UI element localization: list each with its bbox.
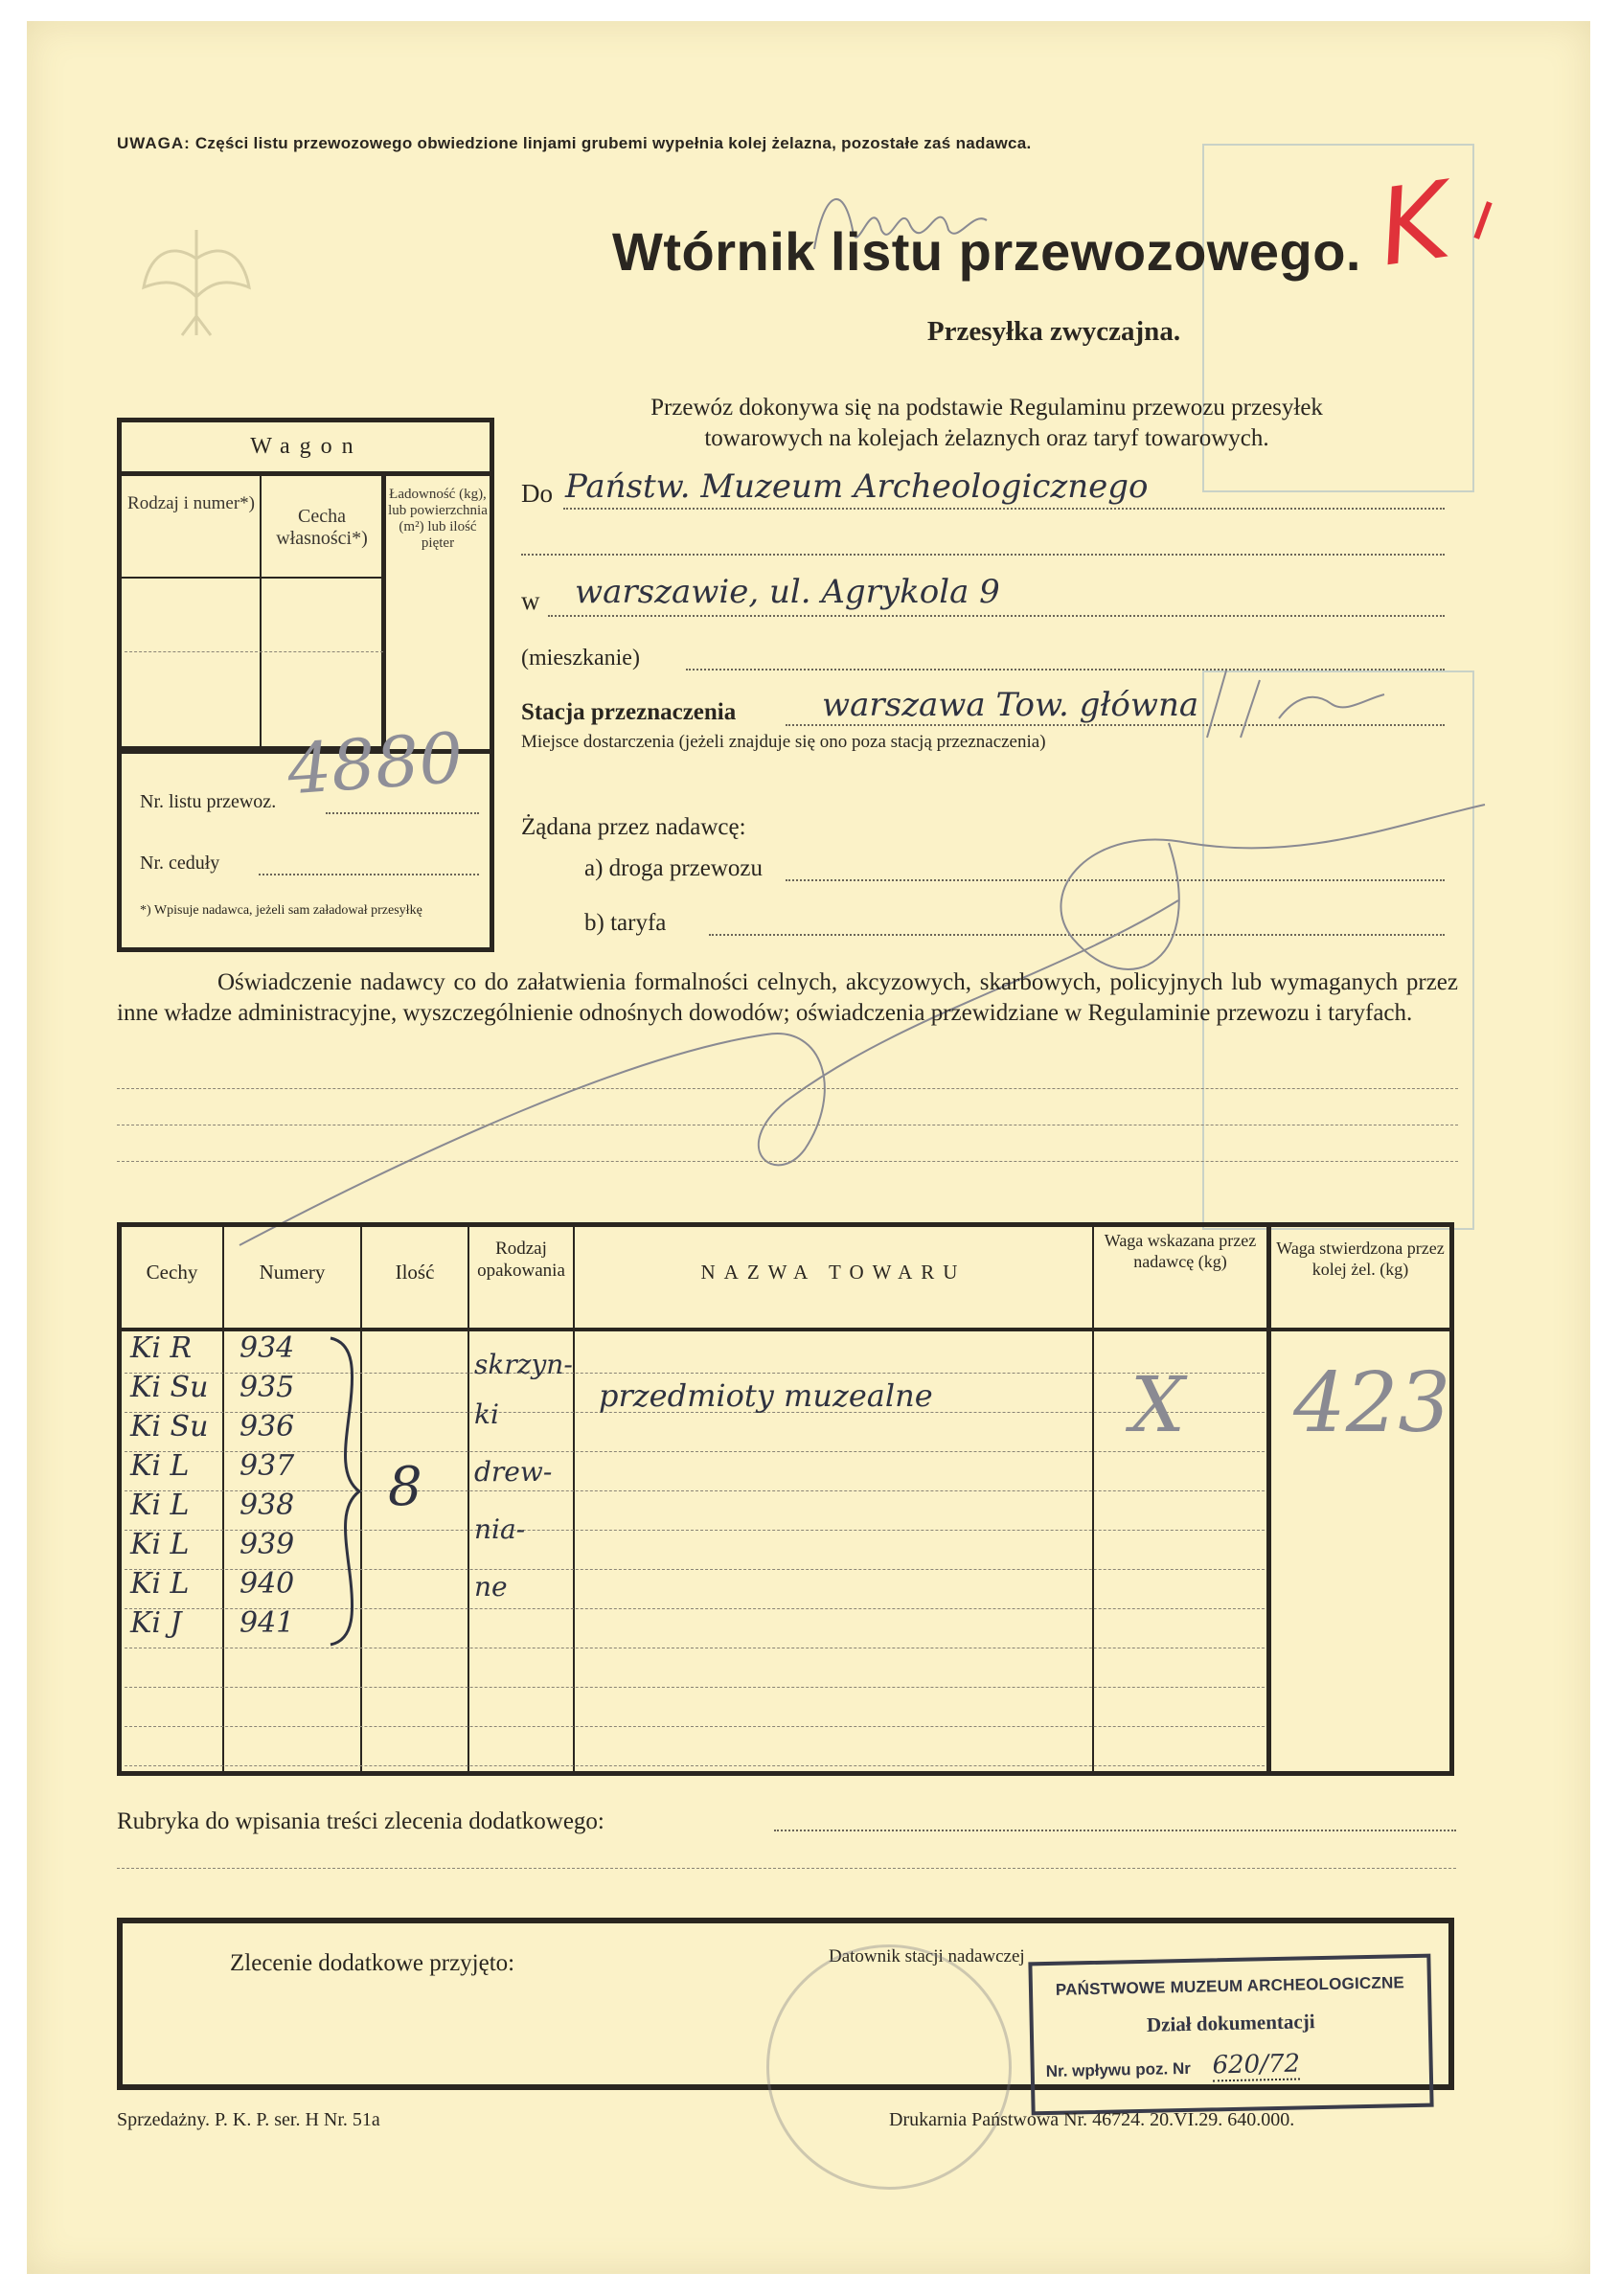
- droga-label: a) droga przewozu: [584, 855, 764, 881]
- goods-waga-stwierdzona-value: 423: [1293, 1355, 1451, 1451]
- wagon-heading: Wagon: [250, 434, 363, 459]
- wagon-header-rule: [122, 577, 386, 579]
- goods-row-cechy: Ki L: [130, 1449, 190, 1483]
- goods-row-numery: 936: [239, 1410, 295, 1444]
- notice-uwaga: UWAGA:: [117, 134, 191, 152]
- wagon-col-divider: [260, 476, 262, 749]
- goods-row-numery: 940: [239, 1567, 295, 1601]
- goods-table: [117, 1222, 1454, 1776]
- goods-row-numery: 938: [239, 1489, 295, 1522]
- zlecenie-label: Zlecenie dodatkowe przyjęto:: [230, 1950, 515, 1976]
- declaration-line-3: [117, 1161, 1458, 1162]
- zadana-label: Żądana przez nadawcę:: [521, 814, 746, 840]
- wagon-col3-header: Ładowność (kg), lub powierzchnia (m²) lub ilość pięter: [388, 487, 488, 551]
- goods-row-cechy: Ki L: [130, 1567, 190, 1601]
- notice-text: Części listu przewozowego obwiedzione linjami grubemi wypełnia kolej żelazna, pozostałe zaś nadawca.: [194, 134, 1032, 152]
- miejsce-label: Miejsce dostarczenia (jeżeli znajduje się ono poza stacją przeznaczenia): [521, 732, 1046, 752]
- stamp-line-1: PAŃSTWOWE MUZEUM ARCHEOLOGICZNE: [1055, 1973, 1405, 1999]
- header-ilosc: Ilość: [395, 1261, 435, 1284]
- goods-row-rule: [125, 1530, 1265, 1531]
- museum-stamp: [1028, 1954, 1433, 2116]
- wagon-footnote: *) Wpisuje nadawca, jeżeli sam załadował przesyłkę: [140, 903, 422, 918]
- goods-row-rule: [125, 1490, 1265, 1491]
- goods-opakowanie-line: drew-: [474, 1456, 553, 1488]
- stamp-line-3-value: 620/72: [1212, 2049, 1301, 2080]
- do-value: Państw. Muzeum Archeologicznego: [565, 467, 1149, 506]
- weight-railway-box: [1266, 1222, 1454, 1776]
- w-line: [548, 615, 1445, 617]
- goods-col-divider: [467, 1227, 469, 1771]
- eagle-emblem-icon: [139, 220, 254, 345]
- goods-opakowanie-line: nia-: [474, 1513, 526, 1545]
- stacja-value: warszawa Tow. główna: [822, 686, 1199, 724]
- rubryka-line: [774, 1830, 1456, 1831]
- declaration-text: Oświadczenie nadawcy co do załatwienia formalności celnych, akcyzowych, skarbowych, policyjnych lub wymaganych przez inne władze administracyjne, wyszczególnienie odnośnych dowodów; oświadczenia przewidziane w Regulaminie przewozu i taryfach.: [117, 969, 1458, 1026]
- goods-row-rule: [125, 1373, 1265, 1374]
- stamp-line-2: Dział dokumentacji: [1146, 2010, 1315, 2036]
- goods-row-rule: [125, 1608, 1265, 1609]
- goods-col-divider: [1092, 1227, 1094, 1771]
- header-rodzaj: Rodzaj opakowania: [477, 1239, 565, 1281]
- header-waga-stwierdzona: Waga stwierdzona przez kolej żel. (kg): [1276, 1239, 1445, 1279]
- mieszkanie-label: (mieszkanie): [521, 646, 640, 671]
- goods-nazwa-value: przedmioty muzealne: [599, 1377, 933, 1414]
- header-nazwa: NAZWA TOWARU: [700, 1261, 967, 1284]
- goods-col-divider: [222, 1227, 224, 1771]
- goods-row-numery: 939: [239, 1528, 295, 1561]
- goods-row-cechy: Ki Su: [130, 1410, 209, 1444]
- footer-left: Sprzedażny. P. K. P. ser. H Nr. 51a: [117, 2109, 380, 2130]
- wagon-col1-header: Rodzaj i numer*): [127, 493, 255, 513]
- pencil-marks: [1188, 661, 1399, 747]
- date-stamp-ghost: [766, 1944, 1012, 2190]
- stamp-line-3: [1034, 2047, 1429, 2084]
- goods-waga-wskazana-value: X: [1130, 1360, 1185, 1449]
- rubryka-line-2: [117, 1868, 1456, 1869]
- goods-row-rule: [125, 1726, 1265, 1727]
- page-subtitle: Przesyłka zwyczajna.: [926, 316, 1181, 347]
- goods-row-rule: [125, 1451, 1265, 1452]
- goods-row-rule: [125, 1765, 1265, 1766]
- footer-right: Drukarnia Państwowa Nr. 46724. 20.VI.29. 640.000.: [889, 2109, 1295, 2130]
- goods-col-divider: [573, 1227, 575, 1771]
- goods-row-rule: [125, 1687, 1265, 1688]
- do-line-2: [521, 554, 1445, 556]
- goods-row-numery: 937: [239, 1449, 295, 1483]
- w-value: warszawie, ul. Agrykola 9: [575, 573, 1000, 611]
- goods-opakowanie-line: ne: [474, 1571, 508, 1603]
- goods-row-cechy: Ki Su: [130, 1371, 209, 1404]
- intro-line-2: towarowych na kolejach żelaznych oraz taryf towarowych.: [704, 425, 1269, 451]
- stacja-label: Stacja przeznaczenia: [521, 699, 737, 725]
- weight-inner-rule: [1094, 1328, 1266, 1331]
- intro-line-1: Przewóz dokonywa się na podstawie Regulaminu przewozu przesyłek: [650, 395, 1323, 421]
- wagon-row-rule: [125, 651, 383, 652]
- nr-listu-label: Nr. listu przewoz.: [140, 791, 277, 812]
- rubryka-label: Rubryka do wpisania treści zlecenia dodatkowego:: [117, 1808, 604, 1834]
- notice: [117, 134, 1362, 153]
- goods-opakowanie-line: skrzyn-: [474, 1349, 573, 1380]
- header-waga-wskazana: Waga wskazana przez nadawcę (kg): [1104, 1231, 1257, 1271]
- wagon-col2-header: Cecha własności*): [276, 506, 368, 549]
- goods-row-cechy: Ki R: [130, 1331, 193, 1365]
- w-label: w: [521, 586, 540, 615]
- stamp-line-3-label: Nr. wpływu poz. Nr: [1045, 2058, 1192, 2081]
- wagon-handwritten-number: 4880: [285, 716, 466, 810]
- goods-row-numery: 935: [239, 1371, 295, 1404]
- header-cechy: Cechy: [146, 1261, 198, 1284]
- goods-ilosc-value: 8: [388, 1456, 422, 1518]
- brace-mark: [326, 1333, 364, 1649]
- corner-mark: K: [1371, 158, 1457, 290]
- goods-row-cechy: Ki L: [130, 1489, 190, 1522]
- do-label: Do: [521, 479, 553, 508]
- goods-row-numery: 941: [239, 1606, 295, 1640]
- goods-row-rule: [125, 1569, 1265, 1570]
- header-numery: Numery: [259, 1261, 326, 1284]
- nr-ceduly-label: Nr. ceduły: [140, 852, 220, 874]
- goods-opakowanie-line: ki: [474, 1398, 499, 1430]
- declaration-line-1: [117, 1088, 1458, 1089]
- goods-row-cechy: Ki J: [130, 1606, 182, 1640]
- taryfa-label: b) taryfa: [584, 910, 667, 936]
- do-line: [563, 508, 1445, 510]
- goods-row-numery: 934: [239, 1331, 295, 1365]
- datownik-label: Datownik stacji nadawczej: [829, 1946, 1025, 1966]
- goods-row-cechy: Ki L: [130, 1528, 190, 1561]
- page-title: Wtórnik listu przewozowego.: [612, 221, 1361, 282]
